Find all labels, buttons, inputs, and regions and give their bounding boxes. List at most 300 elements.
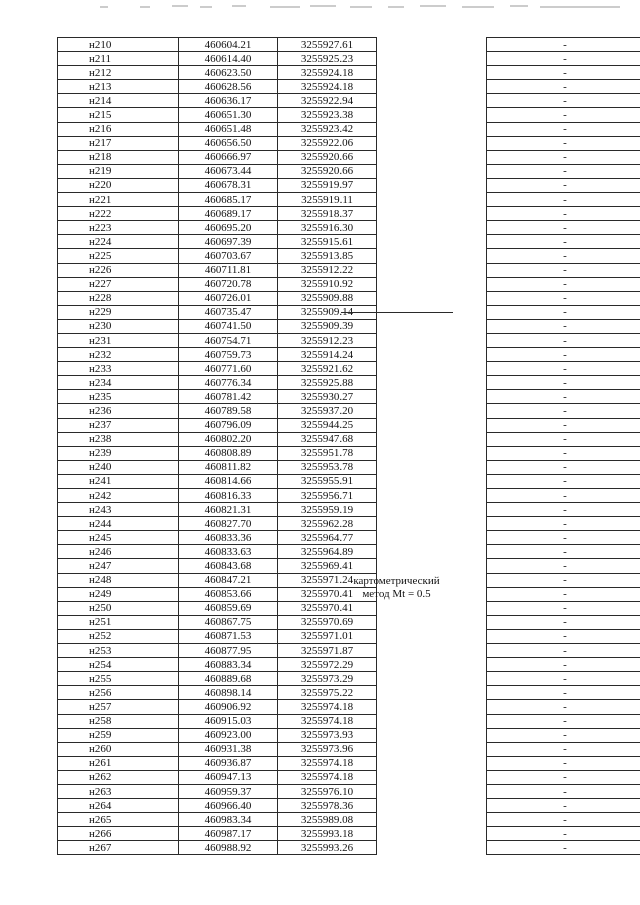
table-row (58, 615, 640, 629)
precision-value-cell: - (487, 193, 640, 207)
y-coordinate-cell: 3255947.68 (278, 432, 377, 446)
table-row (58, 376, 640, 390)
point-id-cell: н236 (58, 404, 179, 418)
method-cell (377, 503, 487, 517)
table-row (58, 644, 640, 658)
method-cell (377, 770, 487, 784)
precision-value-cell: - (487, 700, 640, 714)
method-cell (377, 38, 487, 52)
y-coordinate-cell: 3255921.62 (278, 362, 377, 376)
x-coordinate-cell: 460628.56 (179, 80, 278, 94)
point-id-cell: н224 (58, 235, 179, 249)
method-cell (377, 418, 487, 432)
point-id-cell: н242 (58, 489, 179, 503)
y-coordinate-cell: 3255951.78 (278, 446, 377, 460)
point-id-cell: н266 (58, 827, 179, 841)
x-coordinate-cell: 460726.01 (179, 291, 278, 305)
table-row (58, 756, 640, 770)
x-coordinate-cell: 460821.31 (179, 503, 278, 517)
y-coordinate-cell: 3255923.42 (278, 122, 377, 136)
y-coordinate-cell: 3255969.41 (278, 559, 377, 573)
table-row (58, 827, 640, 841)
y-coordinate-cell: 3255974.18 (278, 700, 377, 714)
table-row (58, 291, 640, 305)
precision-value-cell: - (487, 52, 640, 66)
table-row (58, 700, 640, 714)
method-cell (377, 728, 487, 742)
y-coordinate-cell: 3255970.69 (278, 615, 377, 629)
method-cell (377, 489, 487, 503)
precision-value-cell: - (487, 108, 640, 122)
precision-value-cell: - (487, 601, 640, 615)
point-id-cell: н264 (58, 799, 179, 813)
method-cell (377, 319, 487, 333)
x-coordinate-cell: 460604.21 (179, 38, 278, 52)
precision-value-cell: - (487, 517, 640, 531)
y-coordinate-cell: 3255919.97 (278, 178, 377, 192)
x-coordinate-cell: 460871.53 (179, 629, 278, 643)
table-row (58, 362, 640, 376)
x-coordinate-cell: 460685.17 (179, 193, 278, 207)
table-row (58, 150, 640, 164)
point-id-cell: н234 (58, 376, 179, 390)
method-cell (377, 122, 487, 136)
point-id-cell: н261 (58, 756, 179, 770)
precision-value-cell: - (487, 122, 640, 136)
point-id-cell: н232 (58, 348, 179, 362)
point-id-cell: н249 (58, 587, 179, 601)
point-id-cell: н262 (58, 770, 179, 784)
precision-value-cell: - (487, 80, 640, 94)
precision-value-cell: - (487, 629, 640, 643)
point-id-cell: н248 (58, 573, 179, 587)
method-cell (377, 94, 487, 108)
precision-value-cell: - (487, 474, 640, 488)
y-coordinate-cell: 3255989.08 (278, 813, 377, 827)
point-id-cell: н233 (58, 362, 179, 376)
precision-value-cell: - (487, 150, 640, 164)
y-coordinate-cell: 3255925.88 (278, 376, 377, 390)
y-coordinate-cell: 3255915.61 (278, 235, 377, 249)
y-coordinate-cell: 3255927.61 (278, 38, 377, 52)
point-id-cell: н210 (58, 38, 179, 52)
coordinates-table (57, 37, 640, 855)
y-coordinate-cell: 3255959.19 (278, 503, 377, 517)
method-cell (377, 52, 487, 66)
method-cell (377, 277, 487, 291)
precision-value-cell: - (487, 432, 640, 446)
method-cell (377, 517, 487, 531)
point-id-cell: н223 (58, 221, 179, 235)
precision-value-cell: - (487, 418, 640, 432)
y-coordinate-cell: 3255973.96 (278, 742, 377, 756)
y-coordinate-cell: 3255912.23 (278, 333, 377, 347)
x-coordinate-cell: 460796.09 (179, 418, 278, 432)
method-cell (377, 446, 487, 460)
point-id-cell: н227 (58, 277, 179, 291)
point-id-cell: н252 (58, 629, 179, 643)
x-coordinate-cell: 460966.40 (179, 799, 278, 813)
precision-value-cell: - (487, 376, 640, 390)
precision-value-cell: - (487, 277, 640, 291)
precision-value-cell: - (487, 94, 640, 108)
table-row (58, 390, 640, 404)
x-coordinate-cell: 460915.03 (179, 714, 278, 728)
method-cell (377, 221, 487, 235)
method-cell (377, 235, 487, 249)
table-row (58, 545, 640, 559)
point-id-cell: н260 (58, 742, 179, 756)
precision-value-cell: - (487, 573, 640, 587)
x-coordinate-cell: 460741.50 (179, 319, 278, 333)
table-row (58, 122, 640, 136)
y-coordinate-cell: 3255973.29 (278, 672, 377, 686)
y-coordinate-cell: 3255909.14 (278, 305, 377, 319)
y-coordinate-cell: 3255953.78 (278, 460, 377, 474)
table-row (58, 686, 640, 700)
x-coordinate-cell: 460808.89 (179, 446, 278, 460)
point-id-cell: н250 (58, 601, 179, 615)
method-cell (377, 658, 487, 672)
precision-value-cell: - (487, 799, 640, 813)
y-coordinate-cell: 3255944.25 (278, 418, 377, 432)
method-cell (377, 207, 487, 221)
precision-value-cell: - (487, 756, 640, 770)
method-cell (377, 108, 487, 122)
point-id-cell: н251 (58, 615, 179, 629)
table-row (58, 658, 640, 672)
method-cell (377, 333, 487, 347)
x-coordinate-cell: 460673.44 (179, 164, 278, 178)
y-coordinate-cell: 3255970.41 (278, 587, 377, 601)
point-id-cell: н219 (58, 164, 179, 178)
x-coordinate-cell: 460906.92 (179, 700, 278, 714)
method-cell (377, 686, 487, 700)
point-id-cell: н229 (58, 305, 179, 319)
x-coordinate-cell: 460987.17 (179, 827, 278, 841)
precision-value-cell: - (487, 686, 640, 700)
point-id-cell: н245 (58, 531, 179, 545)
precision-value-cell: - (487, 615, 640, 629)
table-row (58, 164, 640, 178)
table-row (58, 38, 640, 52)
method-cell (377, 644, 487, 658)
x-coordinate-cell: 460847.21 (179, 573, 278, 587)
precision-value-cell: - (487, 742, 640, 756)
table-row (58, 66, 640, 80)
table-row (58, 770, 640, 784)
precision-value-cell: - (487, 305, 640, 319)
precision-value-cell: - (487, 291, 640, 305)
precision-value-cell: - (487, 559, 640, 573)
x-coordinate-cell: 460781.42 (179, 390, 278, 404)
x-coordinate-cell: 460789.58 (179, 404, 278, 418)
method-cell (377, 66, 487, 80)
point-id-cell: н235 (58, 390, 179, 404)
method-note-line-2: метод Mt = 0.5 (362, 588, 431, 600)
point-id-cell: н217 (58, 136, 179, 150)
method-cell (377, 756, 487, 770)
method-note-line-1: картометрический (353, 575, 440, 587)
x-coordinate-cell: 460735.47 (179, 305, 278, 319)
method-cell (377, 150, 487, 164)
y-coordinate-cell: 3255924.18 (278, 80, 377, 94)
table-row (58, 319, 640, 333)
precision-value-cell: - (487, 207, 640, 221)
precision-value-cell: - (487, 813, 640, 827)
y-coordinate-cell: 3255922.06 (278, 136, 377, 150)
point-id-cell: н220 (58, 178, 179, 192)
x-coordinate-cell: 460678.31 (179, 178, 278, 192)
method-cell (377, 193, 487, 207)
y-coordinate-cell: 3255914.24 (278, 348, 377, 362)
precision-value-cell: - (487, 587, 640, 601)
method-note (342, 575, 451, 601)
point-id-cell: н230 (58, 319, 179, 333)
table-row (58, 714, 640, 728)
precision-value-cell: - (487, 503, 640, 517)
precision-value-cell: - (487, 644, 640, 658)
point-id-cell: н263 (58, 784, 179, 798)
y-coordinate-cell: 3255909.39 (278, 319, 377, 333)
table-row (58, 52, 640, 66)
precision-value-cell: - (487, 249, 640, 263)
point-id-cell: н254 (58, 658, 179, 672)
method-cell (377, 404, 487, 418)
point-id-cell: н237 (58, 418, 179, 432)
point-id-cell: н253 (58, 644, 179, 658)
table-row (58, 460, 640, 474)
x-coordinate-cell: 460703.67 (179, 249, 278, 263)
y-coordinate-cell: 3255955.91 (278, 474, 377, 488)
x-coordinate-cell: 460759.73 (179, 348, 278, 362)
x-coordinate-cell: 460814.66 (179, 474, 278, 488)
point-id-cell: н218 (58, 150, 179, 164)
point-id-cell: н255 (58, 672, 179, 686)
table-row (58, 108, 640, 122)
point-id-cell: н244 (58, 517, 179, 531)
precision-value-cell: - (487, 460, 640, 474)
table-row (58, 728, 640, 742)
method-cell (377, 376, 487, 390)
y-coordinate-cell: 3255973.93 (278, 728, 377, 742)
x-coordinate-cell: 460959.37 (179, 784, 278, 798)
table-row (58, 235, 640, 249)
x-coordinate-cell: 460651.30 (179, 108, 278, 122)
y-coordinate-cell: 3255916.30 (278, 221, 377, 235)
precision-value-cell: - (487, 348, 640, 362)
precision-value-cell: - (487, 545, 640, 559)
x-coordinate-cell: 460833.36 (179, 531, 278, 545)
y-coordinate-cell: 3255964.89 (278, 545, 377, 559)
table-row (58, 418, 640, 432)
table-row (58, 629, 640, 643)
point-id-cell: н215 (58, 108, 179, 122)
method-cell (377, 615, 487, 629)
precision-value-cell: - (487, 178, 640, 192)
precision-value-cell: - (487, 66, 640, 80)
method-cell (377, 559, 487, 573)
y-coordinate-cell: 3255964.77 (278, 531, 377, 545)
table-row (58, 432, 640, 446)
method-cell (377, 460, 487, 474)
x-coordinate-cell: 460711.81 (179, 263, 278, 277)
y-coordinate-cell: 3255925.23 (278, 52, 377, 66)
method-cell-divider (341, 312, 453, 313)
y-coordinate-cell: 3255971.87 (278, 644, 377, 658)
y-coordinate-cell: 3255974.18 (278, 770, 377, 784)
x-coordinate-cell: 460689.17 (179, 207, 278, 221)
table-row (58, 799, 640, 813)
y-coordinate-cell: 3255971.01 (278, 629, 377, 643)
table-row (58, 178, 640, 192)
method-cell (377, 841, 487, 855)
precision-value-cell: - (487, 672, 640, 686)
precision-value-cell: - (487, 221, 640, 235)
x-coordinate-cell: 460614.40 (179, 52, 278, 66)
y-coordinate-cell: 3255924.18 (278, 66, 377, 80)
x-coordinate-cell: 460623.50 (179, 66, 278, 80)
x-coordinate-cell: 460816.33 (179, 489, 278, 503)
table-row (58, 277, 640, 291)
x-coordinate-cell: 460867.75 (179, 615, 278, 629)
table-row (58, 489, 640, 503)
table-row (58, 94, 640, 108)
table-row (58, 672, 640, 686)
precision-value-cell: - (487, 784, 640, 798)
x-coordinate-cell: 460754.71 (179, 333, 278, 347)
point-id-cell: н246 (58, 545, 179, 559)
precision-value-cell: - (487, 841, 640, 855)
table-row (58, 601, 640, 615)
precision-value-cell: - (487, 164, 640, 178)
precision-value-cell: - (487, 333, 640, 347)
precision-value-cell: - (487, 714, 640, 728)
method-cell (377, 784, 487, 798)
table-row (58, 193, 640, 207)
y-coordinate-cell: 3255974.18 (278, 756, 377, 770)
point-id-cell: н258 (58, 714, 179, 728)
x-coordinate-cell: 460697.39 (179, 235, 278, 249)
point-id-cell: н225 (58, 249, 179, 263)
point-id-cell: н221 (58, 193, 179, 207)
table-row (58, 813, 640, 827)
point-id-cell: н256 (58, 686, 179, 700)
x-coordinate-cell: 460859.69 (179, 601, 278, 615)
x-coordinate-cell: 460802.20 (179, 432, 278, 446)
table-row (58, 80, 640, 94)
table-row (58, 221, 640, 235)
x-coordinate-cell: 460636.17 (179, 94, 278, 108)
point-id-cell: н241 (58, 474, 179, 488)
precision-value-cell: - (487, 489, 640, 503)
point-id-cell: н247 (58, 559, 179, 573)
y-coordinate-cell: 3255956.71 (278, 489, 377, 503)
x-coordinate-cell: 460947.13 (179, 770, 278, 784)
y-coordinate-cell: 3255937.20 (278, 404, 377, 418)
precision-value-cell: - (487, 263, 640, 277)
x-coordinate-cell: 460853.66 (179, 587, 278, 601)
point-id-cell: н257 (58, 700, 179, 714)
table-row (58, 503, 640, 517)
precision-value-cell: - (487, 390, 640, 404)
method-cell (377, 813, 487, 827)
y-coordinate-cell: 3255922.94 (278, 94, 377, 108)
table-row (58, 333, 640, 347)
point-id-cell: н211 (58, 52, 179, 66)
point-id-cell: н222 (58, 207, 179, 221)
method-cell (377, 474, 487, 488)
method-cell (377, 672, 487, 686)
precision-value-cell: - (487, 319, 640, 333)
x-coordinate-cell: 460988.92 (179, 841, 278, 855)
method-cell (377, 390, 487, 404)
table-row (58, 742, 640, 756)
x-coordinate-cell: 460889.68 (179, 672, 278, 686)
y-coordinate-cell: 3255993.26 (278, 841, 377, 855)
precision-value-cell: - (487, 728, 640, 742)
table-row (58, 348, 640, 362)
x-coordinate-cell: 460695.20 (179, 221, 278, 235)
x-coordinate-cell: 460651.48 (179, 122, 278, 136)
point-id-cell: н231 (58, 333, 179, 347)
x-coordinate-cell: 460936.87 (179, 756, 278, 770)
scan-artifact-strip (0, 0, 640, 14)
y-coordinate-cell: 3255974.18 (278, 714, 377, 728)
x-coordinate-cell: 460811.82 (179, 460, 278, 474)
table-row (58, 207, 640, 221)
table-row (58, 474, 640, 488)
precision-value-cell: - (487, 658, 640, 672)
precision-value-cell: - (487, 235, 640, 249)
point-id-cell: н214 (58, 94, 179, 108)
x-coordinate-cell: 460827.70 (179, 517, 278, 531)
method-cell (377, 799, 487, 813)
y-coordinate-cell: 3255975.22 (278, 686, 377, 700)
x-coordinate-cell: 460666.97 (179, 150, 278, 164)
point-id-cell: н240 (58, 460, 179, 474)
coordinates-table-body (58, 38, 640, 855)
point-id-cell: н226 (58, 263, 179, 277)
x-coordinate-cell: 460656.50 (179, 136, 278, 150)
y-coordinate-cell: 3255993.18 (278, 827, 377, 841)
precision-value-cell: - (487, 770, 640, 784)
y-coordinate-cell: 3255923.38 (278, 108, 377, 122)
precision-value-cell: - (487, 404, 640, 418)
method-cell (377, 700, 487, 714)
table-row (58, 249, 640, 263)
table-row (58, 136, 640, 150)
point-id-cell: н238 (58, 432, 179, 446)
method-cell (377, 432, 487, 446)
x-coordinate-cell: 460983.34 (179, 813, 278, 827)
x-coordinate-cell: 460898.14 (179, 686, 278, 700)
x-coordinate-cell: 460776.34 (179, 376, 278, 390)
method-cell (377, 629, 487, 643)
point-id-cell: н216 (58, 122, 179, 136)
y-coordinate-cell: 3255978.36 (278, 799, 377, 813)
method-cell (377, 531, 487, 545)
method-cell (377, 164, 487, 178)
method-cell (377, 362, 487, 376)
method-cell (377, 827, 487, 841)
table-row (58, 559, 640, 573)
precision-value-cell: - (487, 827, 640, 841)
table-row (58, 404, 640, 418)
y-coordinate-cell: 3255920.66 (278, 164, 377, 178)
precision-value-cell: - (487, 446, 640, 460)
y-coordinate-cell: 3255919.11 (278, 193, 377, 207)
